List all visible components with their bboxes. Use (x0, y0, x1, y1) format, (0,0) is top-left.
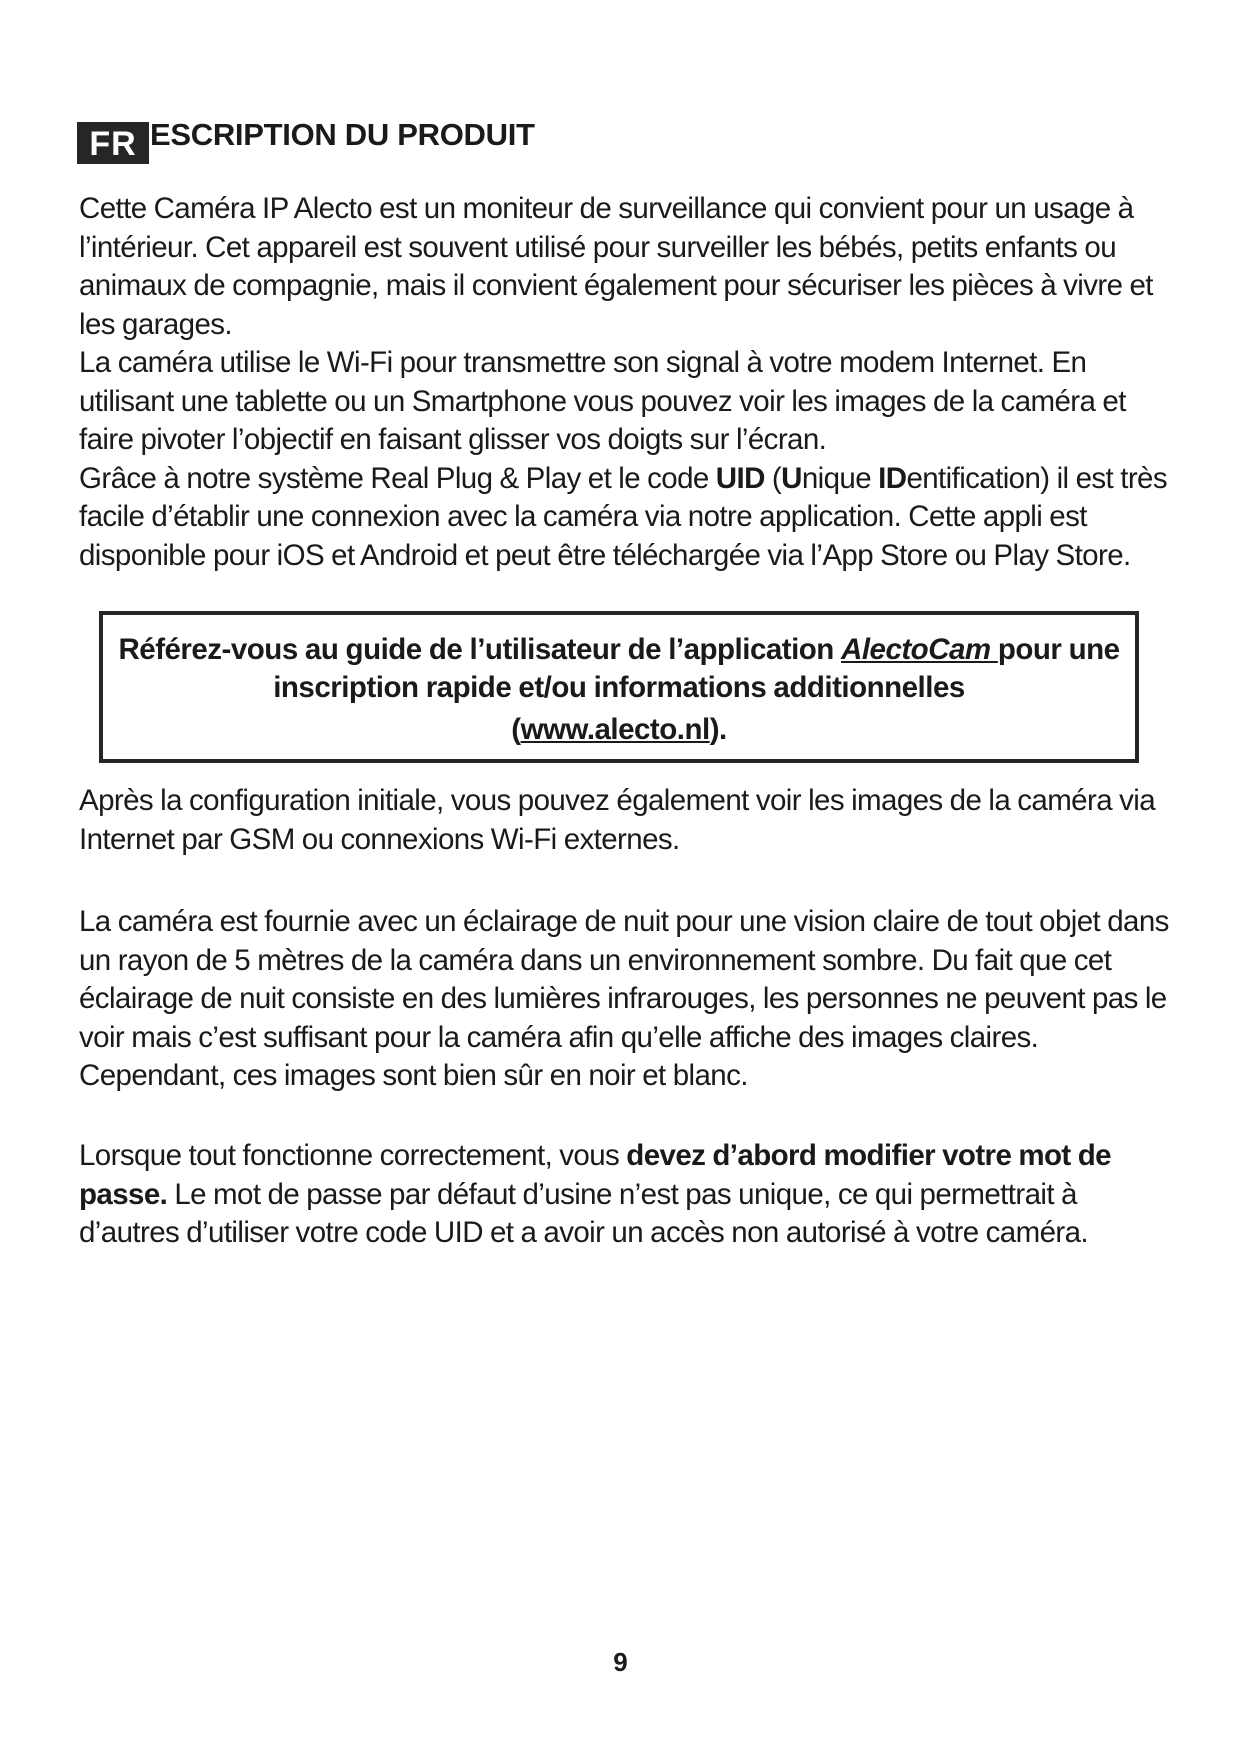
website-link[interactable]: www.alecto.nl (520, 713, 710, 746)
night-vision-section (79, 903, 1169, 1096)
notice-line-3 (103, 711, 1135, 749)
uid-text-start: Grâce à notre système Real Plug & Play et le code (79, 461, 716, 495)
page-number: 9 (613, 1647, 628, 1677)
app-name-link[interactable]: AlectoCam (841, 633, 998, 666)
uid-letters-id: ID (878, 461, 907, 495)
password-text-rest: Le mot de passe par défaut d’usine n’est pas unique, ce qui permettrait à d’autres d’utiliser votre code UID et a avoir un accès non autorisé à votre caméra. (79, 1177, 1089, 1249)
password-text-start: Lorsque tout fonctionne correctement, vous (79, 1139, 627, 1172)
notice-line-2: inscription rapide et/ou informations additionnelles (273, 671, 965, 704)
night-vision-paragraph: La caméra est fournie avec un éclairage de nuit pour une vision claire de tout objet dans un rayon de 5 mètres de la caméra dans un environnement sombre. Du fait que cet éclairage de nuit consiste en des lumières infrarouges, les personnes ne peuvent pas le voir mais c’est suffisant pour la caméra afin qu’elle affiche des images claires. Cependant, ces images sont bien sûr en noir et blanc. (79, 905, 1169, 1092)
password-paragraph (79, 1137, 1169, 1253)
notice-text-end: pour une (997, 633, 1120, 666)
section-title: ESCRIPTION DU PRODUIT (150, 117, 535, 152)
after-config-paragraph: Après la configuration initiale, vous pouvez également voir les images de la caméra via Internet par GSM ou connexions Wi-Fi externes. (79, 784, 1156, 856)
uid-letter-u: U (781, 461, 802, 495)
intro-section (79, 190, 1169, 575)
intro-paragraph-1: Cette Caméra IP Alecto est un moniteur de surveillance qui convient pour un usage à l’intérieur. Cet appareil est souvent utilisé pour surveiller les bébés, petits enfants ou animaux de compagnie, mais il convient également pour sécuriser les pièces à vivre et les garages. (79, 192, 1153, 341)
intro-paragraph-3 (79, 460, 1169, 576)
uid-label: UID (715, 461, 765, 495)
uid-text-rest: entification) il est très facile d’établir une connexion avec la caméra via notre application. Cette appli est disponible pour iOS et Android et peut être téléchargée via l’App Store ou Play Store. (79, 461, 1168, 572)
intro-paragraph-2: La caméra utilise le Wi-Fi pour transmettre son signal à votre modem Internet. En utilisant une tablette ou un Smartphone vous pouvez voir les images de la caméra et faire pivoter l’objectif en faisant glisser vos doigts sur l’écran. (79, 346, 1126, 456)
notice-box (99, 611, 1139, 763)
password-section (79, 1137, 1169, 1253)
uid-paren-open: ( (764, 461, 782, 495)
notice-text-start: Référez-vous au guide de l’utilisateur de l’application (118, 633, 842, 666)
password-warning: devez d’abord modifier votre mot de passe. (79, 1139, 1111, 1211)
language-badge: FR (77, 122, 149, 164)
url-paren-open: ( (511, 713, 521, 746)
url-paren-close: ). (709, 713, 727, 746)
notice-line-1 (103, 631, 1135, 669)
uid-word-nique: nique (801, 461, 879, 495)
after-config-section (79, 782, 1169, 859)
